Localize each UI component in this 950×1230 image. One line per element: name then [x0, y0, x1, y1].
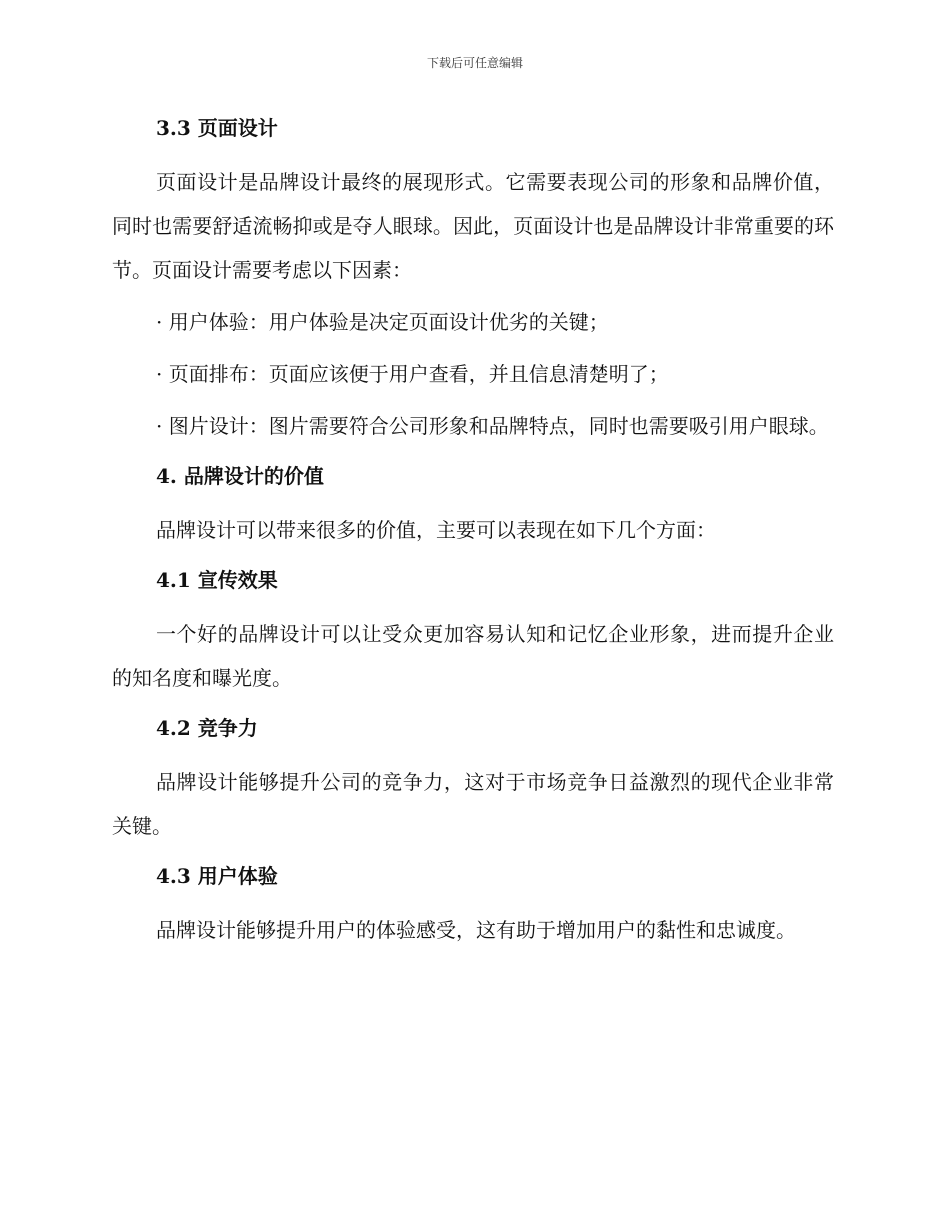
- bullet-page-layout: · 页面排布：页面应该便于用户查看，并且信息清楚明了；: [156, 362, 669, 386]
- section-heading-3-3: 3.3 页面设计: [156, 116, 278, 140]
- bullet-user-experience: · 用户体验：用户体验是决定页面设计优劣的关键；: [156, 310, 609, 334]
- paragraph-competitiveness: 品牌设计能够提升公司的竞争力，这对于市场竞争日益激烈的现代企业非常关键。: [112, 770, 834, 838]
- section-heading-4-2: 4.2 竞争力: [156, 716, 258, 740]
- section-heading-4-1: 4.1 宣传效果: [156, 568, 278, 592]
- section-heading-4: 4. 品牌设计的价值: [156, 464, 324, 488]
- page-header: 下载后可任意编辑: [426, 56, 523, 70]
- document-body: [112, 108, 834, 960]
- paragraph-page-design: 页面设计是品牌设计最终的展现形式。它需要表现公司的形象和品牌价值，同时也需要舒适流畅抑或是夺人眼球。因此，页面设计也是品牌设计非常重要的环节。页面设计需要考虑以下因素：: [112, 170, 834, 282]
- paragraph-promotion-effect: 一个好的品牌设计可以让受众更加容易认知和记忆企业形象，进而提升企业的知名度和曝光度。: [112, 622, 834, 690]
- bullet-image-design: · 图片设计：图片需要符合公司形象和品牌特点，同时也需要吸引用户眼球。: [156, 414, 829, 438]
- section-heading-4-3: 4.3 用户体验: [156, 864, 278, 888]
- paragraph-user-experience: 品牌设计能够提升用户的体验感受，这有助于增加用户的黏性和忠诚度。: [156, 918, 796, 942]
- paragraph-brand-value: 品牌设计可以带来很多的价值，主要可以表现在如下几个方面：: [156, 518, 716, 542]
